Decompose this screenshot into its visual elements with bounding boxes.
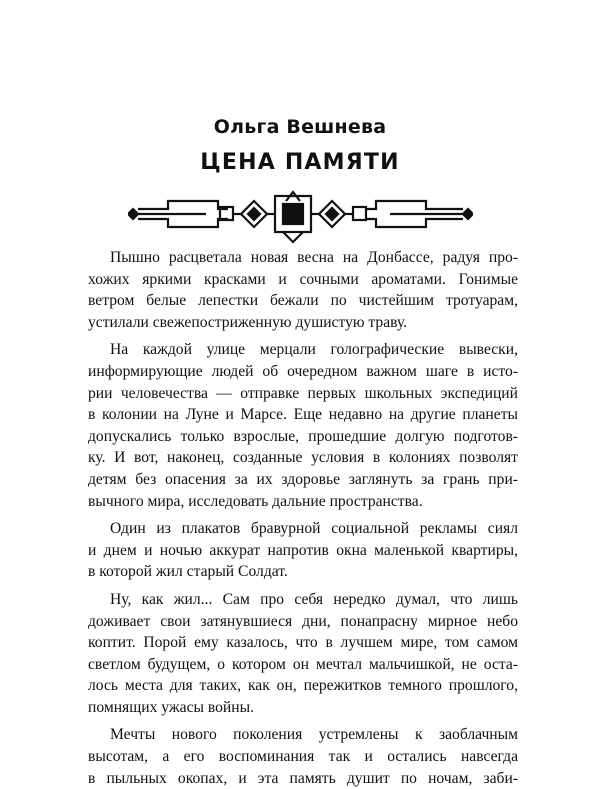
text-line: в которой жил старый Солдат. xyxy=(88,563,288,581)
story-body xyxy=(88,247,518,789)
text-line: в колонии на Луне и Марсе. Еще недавно на другие планеты xyxy=(88,406,518,424)
text-line: Ну, как жил... Сам про себя нередко думал, что лишь xyxy=(110,590,518,608)
text-line: Один из плакатов бравурной социальной рекламы сиял xyxy=(110,520,518,538)
text-line: ку. И вот, наконец, созданные условия в колониях позволят xyxy=(88,449,518,467)
text-line: коптит. Порой ему казалось, что в лучшем мире, том самом xyxy=(88,634,518,652)
text-line: доживает свои затянувшиеся дни, понапрасну мирное небо xyxy=(88,612,518,630)
story-title: ЦЕНА ПАМЯТИ xyxy=(200,150,400,175)
text-line: рии человечества — отправке первых школьных экспедиций xyxy=(88,384,518,402)
text-line: хожих яркими красками и сочными ароматами. Гонимые xyxy=(88,270,518,288)
text-line: высотам, а его воспоминания так и остались навсегда xyxy=(88,748,518,766)
text-line: детям без опасения за их здоровье заглянуть за грань при- xyxy=(88,470,518,488)
text-line: допускались только взрослые, прошедшие долгую подготов- xyxy=(88,427,518,445)
text-line: Пышно расцветала новая весна на Донбассе, радуя про- xyxy=(110,249,518,266)
text-line: помнящих ужасы войны. xyxy=(88,698,254,716)
paragraph-4 xyxy=(88,589,518,719)
text-line: Мечты нового поколения устремлены к заоблачным xyxy=(110,726,518,744)
text-line: светлом будущем, о котором он мечтал мальчишкой, не оста- xyxy=(88,655,518,673)
text-line: устилали свежепостриженную душистую траву. xyxy=(88,313,408,331)
text-line: вычного мира, исследовать дальние пространства. xyxy=(88,492,423,510)
text-line: в пыльных окопах, и эта память душит по ночам, заби- xyxy=(88,769,518,787)
text-line: и днем и ночью аккурат напротив окна маленькой квартиры, xyxy=(88,541,518,559)
paragraph-2 xyxy=(88,339,518,512)
text-line: На каждой улице мерцали голографические вывески, xyxy=(110,341,518,359)
author-name: Ольга Вешнева xyxy=(213,116,387,138)
text-line: ветром белые лепестки бежали по чистейшим тротуарам, xyxy=(88,292,518,310)
paragraph-1 xyxy=(88,247,518,333)
text-line: информирующие людей об очередном важном шаге в исто- xyxy=(88,362,518,380)
paragraph-3 xyxy=(88,518,518,583)
text-line: лось места для таких, как он, пережитков темного прошлого, xyxy=(88,677,518,695)
geometric-ornament-icon xyxy=(128,187,473,245)
paragraph-5 xyxy=(88,724,518,789)
